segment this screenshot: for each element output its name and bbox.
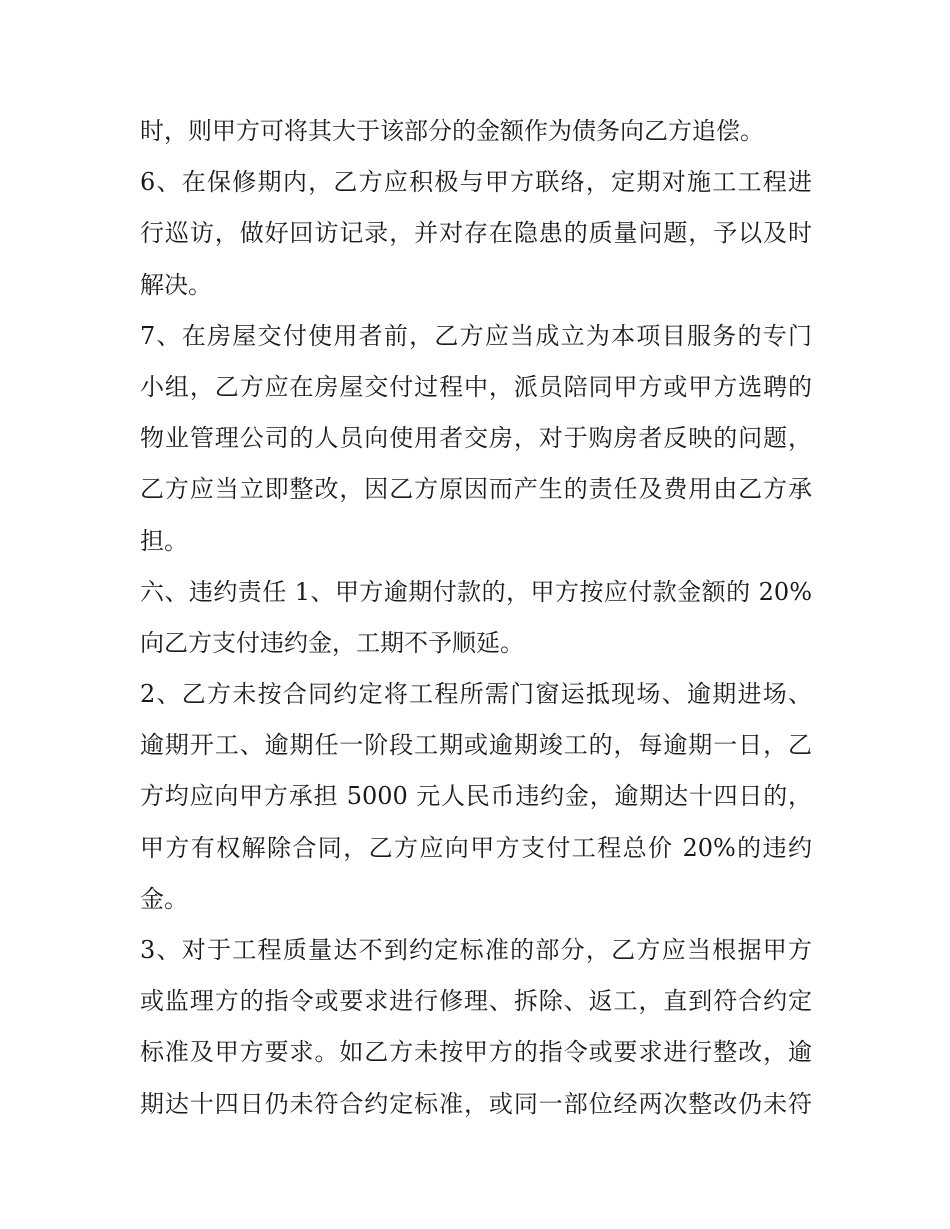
text-line: 时，则甲方可将其大于该部分的金额作为债务向乙方追偿。 bbox=[140, 117, 764, 145]
text-line: 7、在房屋交付使用者前，乙方应当成立为本项目服务的专门 bbox=[140, 321, 812, 350]
text-line: 期达十四日仍未符合约定标准，或同一部位经两次整改仍未符 bbox=[140, 1089, 812, 1118]
text-line: 物业管理公司的人员向使用者交房，对于购房者反映的问题， bbox=[140, 424, 812, 453]
text-line: 金。 bbox=[140, 884, 188, 913]
text-line: 六、违约责任 1、甲方逾期付款的，甲方按应付款金额的 20% bbox=[140, 577, 812, 606]
contract-text-body bbox=[140, 106, 812, 1130]
text-line: 3、对于工程质量达不到约定标准的部分，乙方应当根据甲方 bbox=[140, 936, 812, 964]
text-line: 标准及甲方要求。如乙方未按甲方的指令或要求进行整改，逾 bbox=[140, 1038, 812, 1067]
text-line: 甲方有权解除合同，乙方应向甲方支付工程总价 20%的违约 bbox=[140, 833, 812, 862]
text-line: 解决。 bbox=[140, 270, 212, 299]
text-line: 2、乙方未按合同约定将工程所需门窗运抵现场、逾期进场、 bbox=[140, 680, 812, 709]
text-line: 逾期开工、逾期任一阶段工期或逾期竣工的，每逾期一日，乙 bbox=[140, 731, 812, 760]
text-line: 担。 bbox=[140, 526, 188, 555]
text-line: 行巡访，做好回访记录，并对存在隐患的质量问题，予以及时 bbox=[140, 219, 812, 248]
text-line: 方均应向甲方承担 5000 元人民币违约金，逾期达十四日的， bbox=[140, 782, 812, 811]
text-line: 乙方应当立即整改，因乙方原因而产生的责任及费用由乙方承 bbox=[140, 475, 812, 504]
text-line: 或监理方的指令或要求进行修理、拆除、返工，直到符合约定 bbox=[140, 987, 812, 1016]
text-line: 小组，乙方应在房屋交付过程中，派员陪同甲方或甲方选聘的 bbox=[140, 372, 812, 401]
text-line: 向乙方支付违约金，工期不予顺延。 bbox=[140, 628, 524, 657]
text-line: 6、在保修期内，乙方应积极与甲方联络，定期对施工工程进 bbox=[140, 168, 812, 197]
